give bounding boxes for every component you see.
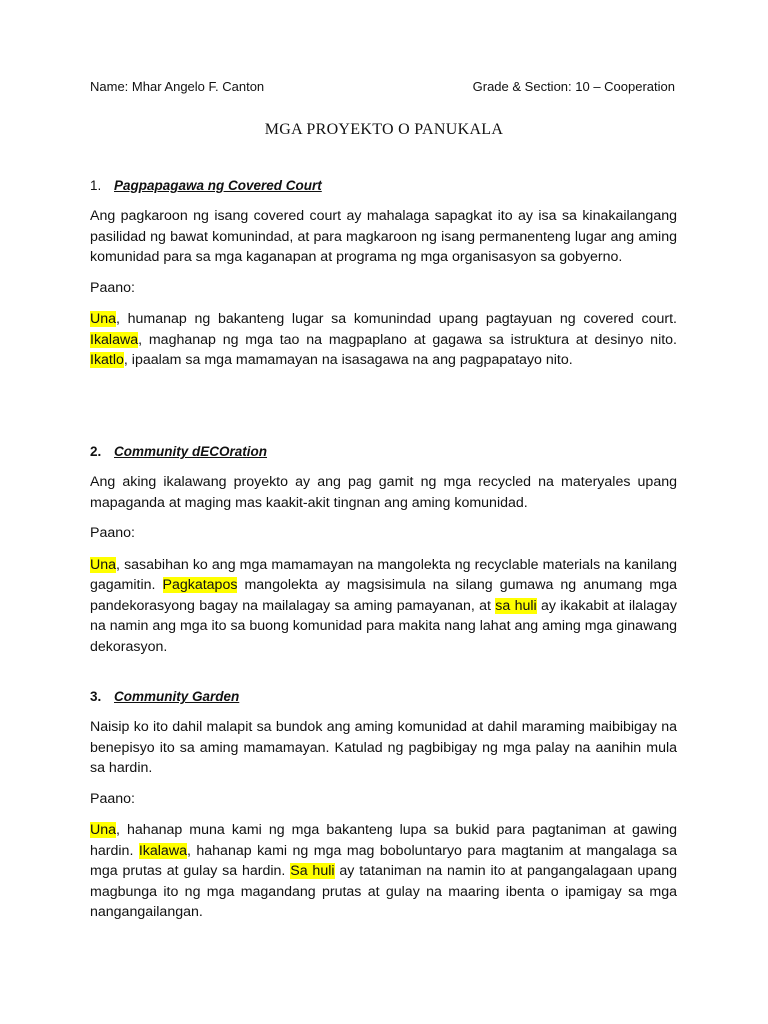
step-text: , hahanap muna kami ng mga bakanteng lupa sa bukid para pagtaniman at gawing hardin. [90, 822, 677, 859]
paano-label: Paano: [90, 279, 135, 296]
project-number: 2. [90, 444, 102, 459]
paano-label: Paano: [90, 525, 135, 541]
project-heading [90, 177, 677, 195]
highlighted-step-marker: Ikalawa [138, 842, 187, 859]
step-text: ay tataniman na namin ito at pangangalagaan upang magbunga ito ng mga magandang prutas at gulay na maaring ibenta o ipamigay sa mga nangangailangan. [90, 863, 678, 920]
project-title: Community Garden [114, 689, 240, 704]
project-steps [90, 820, 677, 923]
highlighted-step-marker: Una [90, 311, 117, 327]
project-heading [90, 688, 677, 706]
step-text: mangolekta ay magsisimula na silang gumawa ng anumang mga pandekorasyong bagay na mailalagay sa aming pamayanan, at [90, 577, 677, 614]
project-section-3 [90, 688, 677, 923]
document-header [90, 79, 675, 95]
step-text: ay ikakabit at ilalagay na namin ang mga ito sa buong komunidad para makita nang lahat ang aming mga ginawang dekorasyon. [90, 597, 677, 655]
project-title: Pagpapagawa ng Covered Court [114, 178, 322, 193]
highlighted-step-marker: Ikalawa [90, 331, 139, 348]
highlighted-step-marker: Pagkatapos [162, 577, 238, 593]
highlighted-step-marker: Una [90, 556, 117, 573]
highlighted-step-marker: Ikatlo [90, 352, 124, 368]
project-section-2 [90, 443, 677, 657]
document-title: MGA PROYEKTO O PANUKALA [264, 121, 504, 138]
paano-label: Paano: [90, 790, 135, 807]
project-description: Naisip ko ito dahil malapit sa bundok ang aming komunidad at dahil maraming maibibigay na benepisyo ito sa aming mamamayan. Katulad ng pagbibigay ng mga palay na aanihin mula sa hardin. [90, 719, 677, 776]
project-number: 1. [90, 178, 102, 193]
step-text: , ipaalam sa mga mamamayan na isasagawa na ang pagpapatayo nito. [123, 352, 573, 368]
step-text: , sasabihan ko ang mga mamamayan na mangolekta ng recyclable materials na kanilang gagamitin. [90, 556, 677, 593]
student-name: Name: Mhar Angelo F. Canton [90, 79, 265, 94]
highlighted-step-marker: Sa huli [290, 863, 335, 879]
highlighted-step-marker: sa huli [495, 597, 537, 614]
project-description: Ang aking ikalawang proyekto ay ang pag gamit ng mga recycled na materyales upang mapaganda at maging mas kaakit-akit tingnan ang aming komunidad. [90, 474, 677, 511]
highlighted-step-marker: Una [90, 822, 117, 838]
project-steps [90, 309, 677, 371]
step-text: , hahanap kami ng mga mag boboluntaryo para magtanim at mangalaga sa mga prutas at gulay sa hardin. [90, 842, 677, 879]
project-number: 3. [90, 689, 102, 704]
project-steps [90, 555, 677, 658]
project-title: Community dECOration [114, 444, 268, 459]
project-heading [90, 443, 677, 461]
project-section-1 [90, 177, 677, 371]
grade-section: Grade & Section: 10 – Cooperation [472, 79, 675, 94]
step-text: , maghanap ng mga tao na magpaplano at gagawa sa istruktura at desinyo nito. [138, 331, 677, 348]
step-text: , humanap ng bakanteng lugar sa komunindad upang pagtayuan ng covered court. [116, 311, 677, 327]
project-description: Ang pagkaroon ng isang covered court ay mahalaga sapagkat ito ay isa sa kinakailangang pasilidad ng bawat komunindad, at para magkaroon ng isang permanenteng lugar ang aming komunidad para sa mga kaganapan at programa ng mga organisasyon sa gobyerno. [90, 208, 677, 265]
